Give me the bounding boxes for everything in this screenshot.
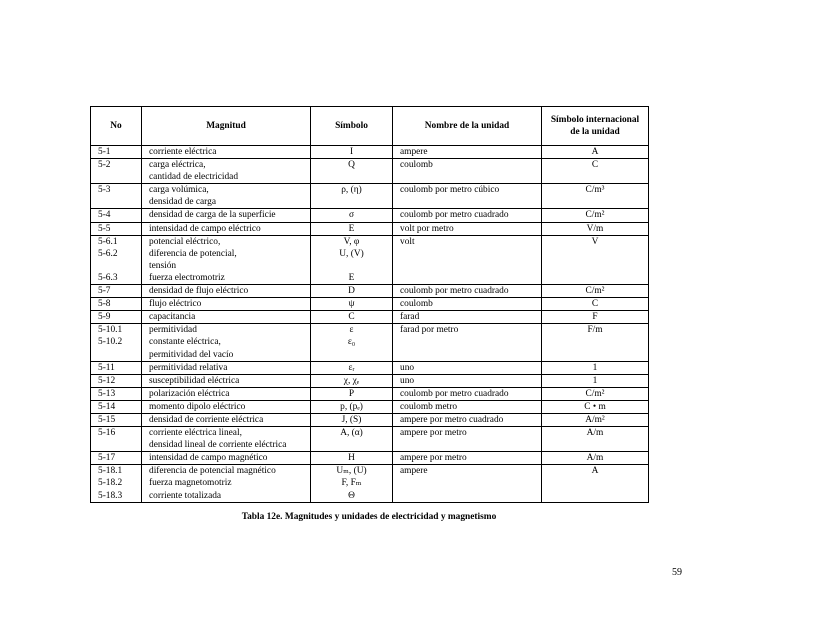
cell-simbolo	[311, 285, 393, 298]
cell-unidad	[393, 222, 542, 235]
cell-unidad	[393, 209, 542, 222]
cell-simbolo	[311, 298, 393, 311]
cell-unidad-line: coulomb	[400, 299, 433, 310]
cell-no	[91, 465, 142, 502]
cell-magnitud-line: carga volúmica,	[149, 185, 209, 196]
cell-simbolo-line: V, φ	[343, 236, 360, 247]
cell-no-line: 5-16	[98, 428, 116, 439]
cell-no	[91, 311, 142, 324]
table-row	[91, 298, 649, 311]
table-row	[91, 361, 649, 374]
cell-no-line: 5-8	[98, 299, 111, 310]
cell-magnitud	[142, 465, 311, 502]
cell-no-line: 5-18.1	[98, 466, 123, 477]
cell-magnitud-line: flujo eléctrico	[149, 299, 202, 310]
cell-unidad-line: coulomb por metro cúbico	[400, 185, 500, 196]
cell-no-line: 5-10.2	[98, 337, 123, 348]
cell-unidad-line: coulomb metro	[400, 401, 458, 412]
cell-simbolo-line: A, (α)	[340, 428, 363, 439]
cell-simbolo-line: I	[349, 147, 354, 157]
table-row	[91, 222, 649, 235]
cell-no-line: 5-2	[98, 160, 111, 171]
cell-unidad-line: volt	[400, 236, 415, 247]
table-row	[91, 159, 649, 184]
cell-magnitud	[142, 285, 311, 298]
cell-simbolo	[311, 222, 393, 235]
cell-simbolo-internacional	[542, 413, 649, 426]
cell-simbolo-internacional-line: A/m²	[585, 414, 605, 425]
cell-magnitud-line: densidad lineal de corriente eléctrica	[149, 440, 287, 451]
cell-unidad-line: ampere	[400, 466, 428, 477]
cell-no-line: 5-9	[98, 312, 111, 323]
cell-simbolo	[311, 427, 393, 452]
cell-unidad	[393, 146, 542, 159]
cell-unidad	[393, 452, 542, 465]
cell-simbolo-internacional	[542, 285, 649, 298]
cell-magnitud-line: carga eléctrica,	[149, 160, 206, 171]
cell-simbolo-internacional-line: F	[592, 312, 598, 323]
cell-simbolo-internacional	[542, 209, 649, 222]
table-row	[91, 184, 649, 209]
cell-unidad-line: coulomb por metro cuadrado	[400, 388, 509, 399]
cell-unidad-line: farad	[400, 312, 420, 323]
cell-magnitud	[142, 209, 311, 222]
cell-simbolo-line: ε₀	[347, 337, 356, 348]
cell-magnitud	[142, 374, 311, 387]
cell-simbolo-internacional	[542, 465, 649, 502]
cell-magnitud	[142, 324, 311, 361]
cell-simbolo-line: P	[348, 388, 355, 399]
cell-magnitud-line: susceptibilidad eléctrica	[149, 375, 240, 386]
cell-simbolo	[311, 159, 393, 184]
cell-unidad-line: uno	[400, 375, 415, 386]
cell-simbolo-line: Uₘ, (U)	[336, 466, 367, 477]
cell-no-line: 5-6.2	[98, 248, 118, 259]
cell-simbolo-internacional	[542, 159, 649, 184]
cell-magnitud-line: tensión	[149, 260, 177, 271]
cell-simbolo-internacional-line: C	[591, 160, 599, 171]
cell-simbolo-internacional-line: V	[591, 236, 599, 247]
cell-simbolo-line: Q	[348, 160, 355, 171]
page-number: 59	[672, 567, 682, 578]
cell-unidad	[393, 374, 542, 387]
cell-simbolo-line: F, Fₘ	[341, 478, 362, 489]
cell-magnitud	[142, 222, 311, 235]
cell-simbolo-internacional	[542, 235, 649, 284]
table-row	[91, 285, 649, 298]
cell-simbolo-line: εᵣ	[348, 362, 355, 373]
cell-simbolo-internacional-line: F/m	[587, 325, 603, 336]
cell-simbolo	[311, 146, 393, 159]
cell-simbolo	[311, 235, 393, 284]
cell-unidad	[393, 324, 542, 361]
cell-simbolo	[311, 413, 393, 426]
header-no: No	[91, 107, 142, 146]
cell-unidad	[393, 159, 542, 184]
cell-unidad	[393, 184, 542, 209]
cell-simbolo-internacional	[542, 184, 649, 209]
cell-simbolo-internacional	[542, 361, 649, 374]
cell-no-line: 5-12	[98, 375, 116, 386]
cell-no	[91, 452, 142, 465]
cell-simbolo	[311, 400, 393, 413]
cell-unidad	[393, 465, 542, 502]
cell-magnitud-line: momento dipolo eléctrico	[149, 401, 246, 412]
cell-simbolo-internacional	[542, 311, 649, 324]
header-nombre-unidad: Nombre de la unidad	[393, 107, 542, 146]
cell-unidad-line: ampere	[400, 147, 428, 157]
cell-magnitud-line: densidad de carga de la superficie	[149, 210, 276, 221]
cell-simbolo-internacional	[542, 427, 649, 452]
cell-magnitud-line: potencial eléctrico,	[149, 236, 221, 247]
table-row	[91, 400, 649, 413]
cell-unidad	[393, 285, 542, 298]
cell-no	[91, 324, 142, 361]
cell-magnitud-line: constante eléctrica,	[149, 337, 221, 348]
cell-simbolo-line: D	[348, 286, 355, 297]
table-header-row	[91, 107, 649, 146]
cell-no	[91, 184, 142, 209]
cell-no	[91, 374, 142, 387]
cell-unidad-line: ampere por metro	[400, 428, 467, 439]
cell-unidad	[393, 235, 542, 284]
cell-no	[91, 387, 142, 400]
cell-simbolo-internacional-line: C/m³	[585, 185, 605, 196]
cell-magnitud-line: corriente eléctrica lineal,	[149, 428, 242, 439]
cell-magnitud-line: densidad de flujo eléctrico	[149, 286, 249, 297]
cell-unidad-line: uno	[400, 362, 415, 373]
cell-no	[91, 209, 142, 222]
cell-unidad	[393, 400, 542, 413]
table-row	[91, 311, 649, 324]
cell-unidad	[393, 413, 542, 426]
cell-simbolo-line: H	[348, 453, 355, 464]
cell-magnitud	[142, 413, 311, 426]
cell-no-line: 5-18.3	[98, 490, 123, 501]
cell-magnitud	[142, 400, 311, 413]
cell-no-line: 5-10.1	[98, 325, 123, 336]
cell-magnitud-line: capacitancia	[149, 312, 196, 323]
table-row	[91, 209, 649, 222]
table-caption: Tabla 12e. Magnitudes y unidades de electricidad y magnetismo	[241, 512, 497, 522]
cell-no	[91, 222, 142, 235]
table-body	[91, 146, 649, 503]
table-row	[91, 146, 649, 159]
cell-simbolo-line: σ	[348, 210, 355, 221]
cell-simbolo-line: E	[348, 223, 355, 234]
cell-simbolo	[311, 324, 393, 361]
cell-unidad	[393, 427, 542, 452]
cell-simbolo-line: p, (pₑ)	[340, 401, 363, 412]
cell-simbolo-internacional-line: A	[591, 147, 599, 157]
cell-no	[91, 159, 142, 184]
units-table	[90, 106, 649, 503]
cell-simbolo-internacional-line: 1	[592, 375, 598, 386]
table-row	[91, 374, 649, 387]
table-row	[91, 235, 649, 284]
cell-no-line: 5-14	[98, 401, 116, 412]
cell-magnitud	[142, 146, 311, 159]
table-row	[91, 452, 649, 465]
cell-no-line: 5-13	[98, 388, 116, 399]
cell-simbolo-internacional-line: C	[591, 299, 599, 310]
cell-magnitud-line: cantidad de electricidad	[149, 172, 239, 183]
cell-unidad-line: coulomb	[400, 160, 433, 171]
cell-magnitud	[142, 298, 311, 311]
cell-magnitud	[142, 452, 311, 465]
cell-simbolo	[311, 387, 393, 400]
cell-unidad	[393, 311, 542, 324]
cell-simbolo-internacional-line: C • m	[584, 401, 606, 412]
cell-simbolo-line: J, (S)	[341, 414, 362, 425]
cell-no	[91, 413, 142, 426]
cell-simbolo-internacional-line: C/m²	[585, 388, 605, 399]
cell-no-line: 5-15	[98, 414, 116, 425]
cell-no-line: 5-4	[98, 210, 111, 221]
cell-simbolo-line: Θ	[348, 490, 355, 501]
cell-simbolo	[311, 361, 393, 374]
table-row	[91, 465, 649, 502]
cell-simbolo-internacional	[542, 452, 649, 465]
cell-magnitud	[142, 387, 311, 400]
cell-simbolo-internacional-line: C/m²	[585, 210, 605, 221]
cell-no-line: 5-1	[98, 147, 111, 157]
cell-simbolo-internacional-line: A	[591, 466, 599, 477]
cell-magnitud	[142, 235, 311, 284]
table-row	[91, 387, 649, 400]
cell-simbolo-internacional-line: A/m	[586, 428, 604, 439]
cell-magnitud-line: permitividad	[149, 325, 197, 336]
cell-simbolo-line: U, (V)	[339, 248, 364, 259]
cell-unidad-line: ampere por metro	[400, 453, 467, 464]
cell-no-line: 5-6.3	[98, 272, 118, 283]
cell-magnitud	[142, 159, 311, 184]
cell-simbolo	[311, 311, 393, 324]
cell-simbolo-internacional-line: V/m	[586, 223, 604, 234]
cell-unidad-line: coulomb por metro cuadrado	[400, 286, 509, 297]
cell-magnitud	[142, 184, 311, 209]
cell-simbolo-internacional	[542, 324, 649, 361]
cell-unidad-line: coulomb por metro cuadrado	[400, 210, 509, 221]
cell-magnitud-line: intensidad de campo magnético	[149, 453, 268, 464]
cell-simbolo-line: ψ	[348, 299, 355, 310]
cell-simbolo-internacional	[542, 222, 649, 235]
cell-magnitud	[142, 311, 311, 324]
cell-simbolo-line	[311, 260, 392, 272]
cell-simbolo-internacional-line: 1	[592, 362, 598, 373]
cell-magnitud-line: permitividad relativa	[149, 362, 228, 373]
cell-magnitud	[142, 361, 311, 374]
cell-simbolo-internacional	[542, 400, 649, 413]
cell-magnitud-line: polarización eléctrica	[149, 388, 230, 399]
cell-magnitud-line: densidad de carga	[149, 197, 216, 208]
cell-magnitud-line: fuerza magnetomotriz	[149, 478, 232, 489]
cell-simbolo-internacional	[542, 387, 649, 400]
cell-unidad	[393, 298, 542, 311]
cell-simbolo	[311, 465, 393, 502]
cell-no-line: 5-6.1	[98, 236, 118, 247]
cell-simbolo-line: E	[348, 272, 355, 283]
cell-simbolo	[311, 209, 393, 222]
cell-magnitud-line: intensidad de campo eléctrico	[149, 223, 261, 234]
cell-simbolo-internacional	[542, 146, 649, 159]
cell-simbolo	[311, 452, 393, 465]
cell-no	[91, 361, 142, 374]
table-row	[91, 413, 649, 426]
cell-no-line: 5-17	[98, 453, 116, 464]
cell-no-line: 5-18.2	[98, 478, 123, 489]
cell-simbolo-internacional	[542, 298, 649, 311]
cell-no	[91, 400, 142, 413]
cell-unidad	[393, 361, 542, 374]
cell-simbolo	[311, 374, 393, 387]
cell-no-line: 5-7	[98, 286, 111, 297]
cell-unidad-line: farad por metro	[400, 325, 459, 336]
cell-no-line: 5-11	[98, 362, 115, 373]
cell-magnitud	[142, 427, 311, 452]
cell-simbolo-line: ε	[349, 325, 354, 336]
cell-no	[91, 235, 142, 284]
cell-magnitud-line: corriente totalizada	[149, 490, 222, 501]
cell-unidad	[393, 387, 542, 400]
cell-simbolo-internacional-line: C/m²	[585, 286, 605, 297]
cell-no	[91, 285, 142, 298]
table-row	[91, 427, 649, 452]
cell-magnitud-line: corriente eléctrica	[149, 147, 217, 157]
cell-magnitud-line: permitividad del vacío	[149, 349, 234, 360]
cell-no	[91, 298, 142, 311]
table-row	[91, 324, 649, 361]
cell-simbolo-line: ρ, (η)	[341, 185, 362, 196]
cell-no	[91, 427, 142, 452]
cell-magnitud-line: diferencia de potencial,	[149, 248, 237, 259]
cell-simbolo-internacional	[542, 374, 649, 387]
cell-no	[91, 146, 142, 159]
cell-magnitud-line: fuerza electromotriz	[149, 272, 225, 283]
header-simbolo: Símbolo	[311, 107, 393, 146]
cell-simbolo	[311, 184, 393, 209]
cell-simbolo-internacional-line: A/m	[586, 453, 604, 464]
cell-no-line: 5-3	[98, 185, 111, 196]
cell-magnitud-line: diferencia de potencial magnético	[149, 466, 276, 477]
cell-unidad-line: volt por metro	[400, 223, 454, 234]
cell-no-line	[98, 260, 141, 272]
cell-simbolo-line: C	[348, 312, 355, 323]
cell-magnitud-line: densidad de corriente eléctrica	[149, 414, 264, 425]
header-magnitud: Magnitud	[142, 107, 311, 146]
cell-unidad-line: ampere por metro cuadrado	[400, 414, 504, 425]
header-simbolo-internacional: Símbolo internacional de la unidad	[542, 107, 649, 146]
cell-simbolo-line: χ, χₑ	[343, 375, 360, 386]
cell-no-line: 5-5	[98, 223, 111, 234]
